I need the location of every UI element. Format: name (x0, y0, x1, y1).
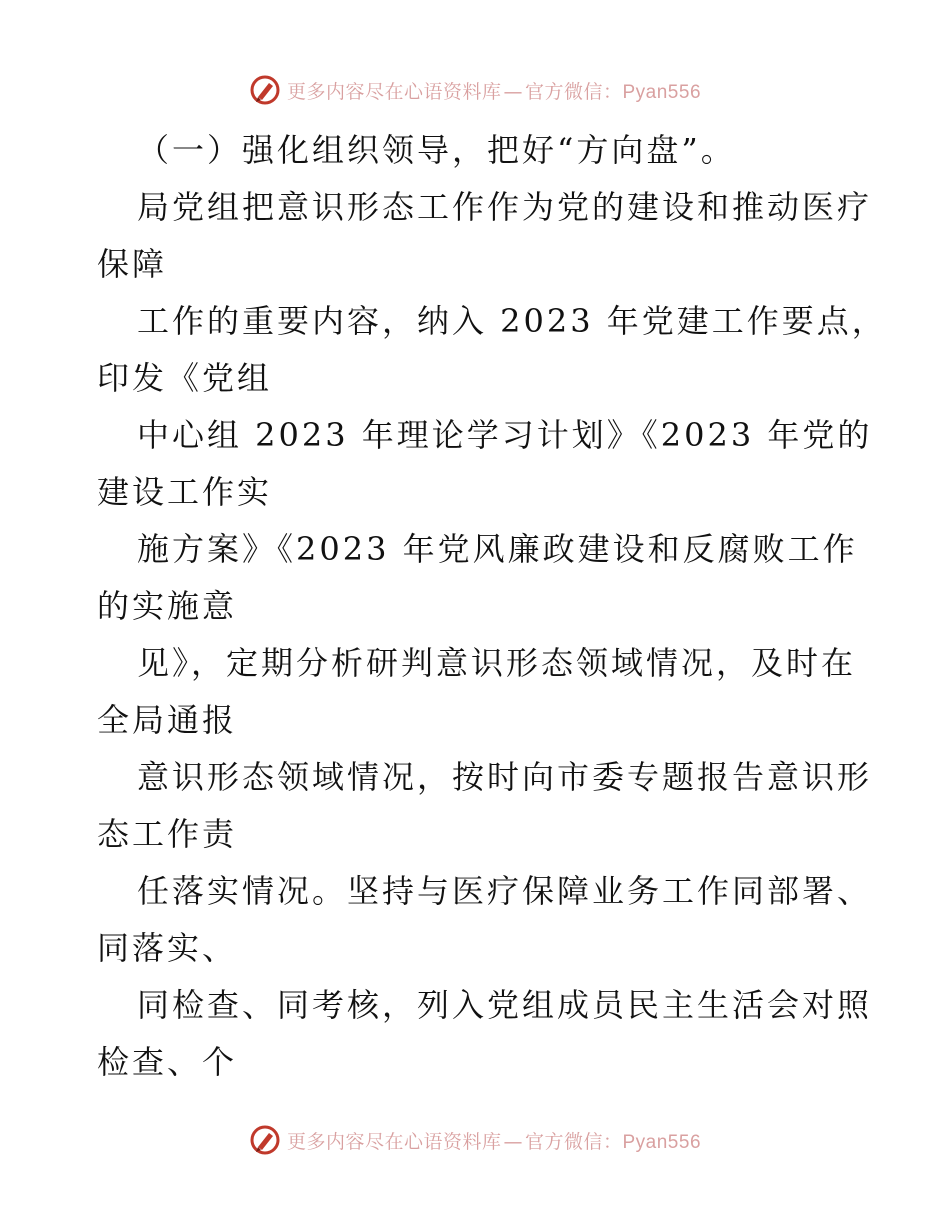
watermark-handle: Pyan556 (622, 1131, 702, 1153)
document-body (97, 122, 887, 1091)
watermark-group (249, 74, 701, 106)
paragraph-line: 的实施意 (97, 587, 238, 625)
paragraph-line: 印发《党组 (97, 359, 273, 397)
watermark-group (249, 1124, 701, 1156)
paragraph-line: 施方案》《2023 年党风廉政建设和反腐败工作 (137, 530, 858, 568)
watermark-official-text: 官方微信： (524, 80, 623, 103)
watermark-text (287, 77, 701, 104)
watermark-dash: — (503, 80, 523, 103)
watermark-handle: Pyan556 (622, 81, 702, 103)
pen-logo-icon (249, 1124, 281, 1156)
watermark-official-text: 官方微信： (524, 1130, 623, 1153)
paragraph-line: 同检查、同考核，列入党组成员民主生活会对照 (137, 986, 873, 1024)
footer-watermark (0, 1120, 950, 1160)
watermark-site-text: 更多内容尽在心语资料库 (286, 1130, 502, 1153)
watermark-text (287, 1127, 701, 1154)
section-heading: （一）强化组织领导，把好“方向盘”。 (137, 131, 736, 169)
watermark-dash: — (503, 1130, 523, 1153)
paragraph-line: 任落实情况。坚持与医疗保障业务工作同部署、 (137, 872, 873, 910)
paragraph-line: 态工作责 (97, 815, 238, 853)
pen-logo-icon (249, 74, 281, 106)
header-watermark (0, 70, 950, 110)
paragraph-line: 检查、个 (97, 1043, 238, 1081)
paragraph-line: 见》，定期分析研判意识形态领域情况，及时在 (137, 644, 857, 682)
paragraph-line: 工作的重要内容，纳入 2023 年党建工作要点， (137, 302, 887, 340)
paragraph-line: 中心组 2023 年理论学习计划》《2023 年党的 (137, 416, 873, 454)
watermark-site-text: 更多内容尽在心语资料库 (286, 80, 502, 103)
paragraph-line: 局党组把意识形态工作作为党的建设和推动医疗 (137, 188, 873, 226)
paragraph-line: 建设工作实 (97, 473, 273, 511)
paragraph-line: 意识形态领域情况，按时向市委专题报告意识形 (137, 758, 873, 796)
paragraph-line: 保障 (97, 245, 168, 283)
paragraph-line: 同落实、 (97, 929, 238, 967)
paragraph-line: 全局通报 (97, 701, 238, 739)
